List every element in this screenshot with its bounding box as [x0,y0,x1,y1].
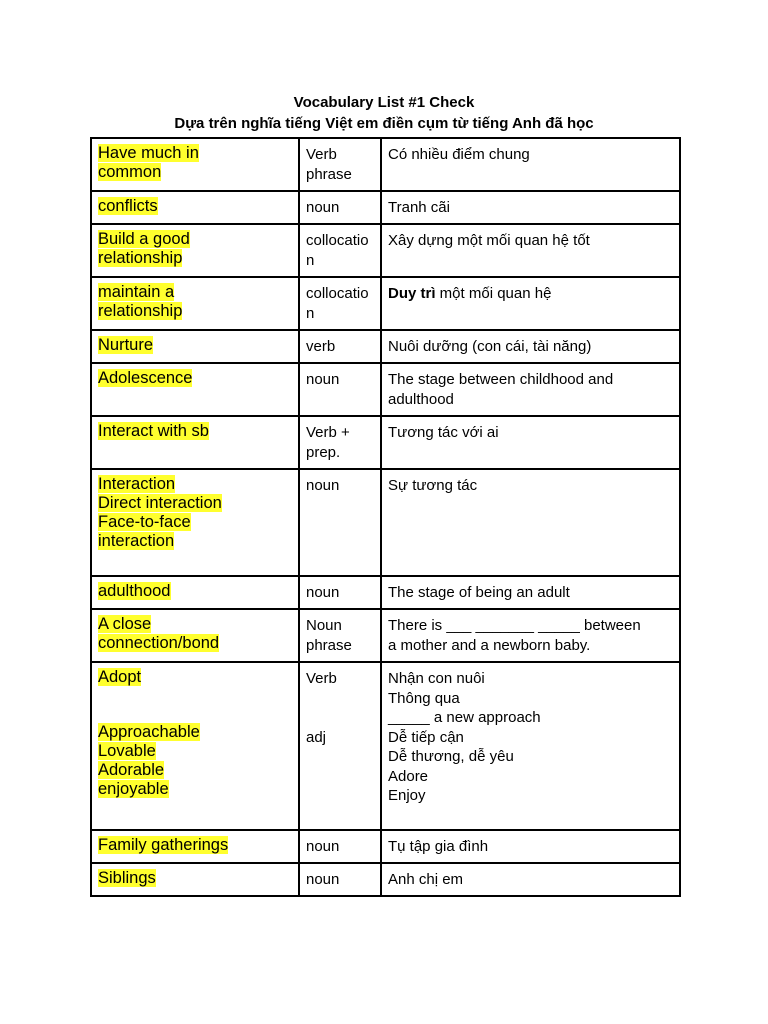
pos-text: noun [306,871,340,888]
term-cell [91,224,299,277]
pos-text: noun [306,371,340,388]
term-cell [91,830,299,863]
meaning-bold-text: Duy trì [388,285,436,302]
pos-text: Noun [306,617,342,634]
table-row [91,863,680,896]
table-row [91,662,680,830]
term-cell [91,662,299,830]
term-text: Nurture [98,336,154,354]
term-text: A close [98,615,152,633]
pos-cell [299,330,381,363]
term-text: adulthood [98,582,171,600]
meaning-cell [381,416,680,469]
meaning-cell [381,330,680,363]
term-cell [91,363,299,416]
pos-cell [299,863,381,896]
meaning-cell [381,830,680,863]
term-text: connection/bond [98,634,220,652]
term-cell [91,416,299,469]
term-text: Approachable [98,723,200,741]
pos-text: n [306,251,315,269]
table-row [91,330,680,363]
term-text: Lovable [98,742,156,760]
meaning-text: Tụ tập gia đình [388,838,489,855]
table-row [91,191,680,224]
meaning-text: Tương tác với ai [388,424,499,441]
meaning-text: Tranh cãi [388,199,450,216]
pos-cell [299,416,381,469]
meaning-text: Nuôi dưỡng (con cái, tài năng) [388,338,592,355]
pos-cell [299,138,381,191]
meaning-text: The stage of being an adult [388,584,570,601]
page-subtitle: Dựa trên nghĩa tiếng Việt em điền cụm từ tiếng Anh đã học [174,115,594,132]
term-cell [91,277,299,330]
term-text: interaction [98,532,175,550]
term-text: maintain a [98,283,175,301]
term-text: Have much in [98,144,199,162]
vocabulary-table [90,137,681,897]
term-cell [91,576,299,609]
meaning-text: Adore [388,767,429,785]
meaning-cell [381,224,680,277]
table-row [91,469,680,576]
table-row [91,830,680,863]
meaning-text: There is ___ _______ _____ between [388,617,641,634]
table-row [91,416,680,469]
pos-text: collocatio [306,285,369,302]
term-text: Adorable [98,761,165,779]
term-text: Family gatherings [98,836,229,854]
pos-text: noun [306,584,340,601]
term-text: relationship [98,302,183,320]
meaning-text: The stage between childhood and [388,371,614,388]
meaning-text: Có nhiều điểm chung [388,146,530,163]
meaning-cell [381,277,680,330]
term-text: common [98,163,162,181]
table-row [91,224,680,277]
pos-cell [299,363,381,416]
term-text: enjoyable [98,780,169,798]
pos-text: Verb [306,670,337,687]
page-title: Vocabulary List #1 Check [293,94,475,111]
table-row [91,363,680,416]
meaning-cell [381,363,680,416]
pos-cell [299,576,381,609]
meaning-cell [381,469,680,576]
meaning-text: Thông qua [388,689,460,707]
meaning-text: Sự tương tác [388,477,478,494]
meaning-text: _____ a new approach [388,709,541,726]
pos-text: phrase [306,165,352,183]
table-row [91,277,680,330]
table-row [91,609,680,662]
pos-text: collocatio [306,232,369,249]
meaning-text: một mối quan hệ [435,285,552,302]
term-text: conflicts [98,197,158,215]
meaning-cell [381,138,680,191]
term-cell [91,330,299,363]
meaning-text: Xây dựng một mối quan hệ tốt [388,232,590,249]
term-cell [91,138,299,191]
term-cell [91,469,299,576]
pos-cell [299,609,381,662]
term-text: Interaction [98,475,176,493]
term-text: Adopt [98,668,142,686]
meaning-text: a mother and a newborn baby. [388,636,591,654]
table-row [91,138,680,191]
meaning-cell [381,863,680,896]
pos-text: noun [306,199,340,216]
pos-cell [299,830,381,863]
term-cell [91,191,299,224]
term-text: Interact with sb [98,422,209,440]
pos-text: verb [306,338,336,355]
term-text: Direct interaction [98,494,222,512]
meaning-text: Dễ thương, dễ yêu [388,748,514,765]
term-text: Build a good [98,230,190,248]
table-row [91,576,680,609]
term-cell [91,863,299,896]
pos-text: phrase [306,636,352,654]
term-text: relationship [98,249,183,267]
meaning-text: Enjoy [388,787,426,804]
pos-cell [299,277,381,330]
pos-cell [299,224,381,277]
term-text: Face-to-face [98,513,191,531]
pos-text: noun [306,477,340,494]
meaning-cell [381,191,680,224]
pos-cell [299,662,381,830]
pos-text: Verb [306,146,337,163]
meaning-cell [381,662,680,830]
term-cell [91,609,299,662]
term-text: Siblings [98,869,156,887]
meaning-text: adulthood [388,390,454,408]
pos-text: Verb + [306,424,350,441]
pos-cell [299,191,381,224]
pos-cell [299,469,381,576]
pos-text: prep. [306,443,341,461]
meaning-text: Nhận con nuôi [388,670,485,687]
meaning-cell [381,609,680,662]
meaning-cell [381,576,680,609]
meaning-text: Dễ tiếp cận [388,728,464,746]
pos-text: noun [306,838,340,855]
term-text: Adolescence [98,369,193,387]
pos-text: adj [306,728,327,746]
pos-text: n [306,304,315,322]
meaning-text: Anh chị em [388,871,464,888]
